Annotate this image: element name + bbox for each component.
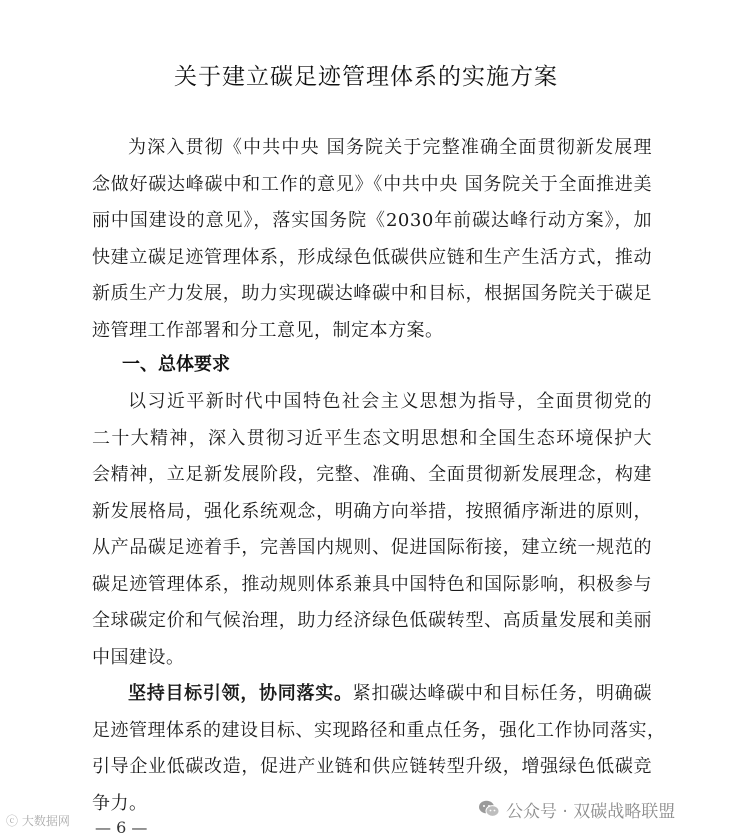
text-line: 足迹管理体系的建设目标、实现路径和重点任务，强化工作协同落实， xyxy=(92,719,666,741)
watermark-right xyxy=(478,794,675,824)
text-line: 以习近平新时代中国特色社会主义思想为指导，全面贯彻党的 xyxy=(128,391,652,412)
text-line: 新质生产力发展，助力实现碳达峰碳中和目标，根据国务院关于碳足 xyxy=(92,283,652,304)
text-line: 碳足迹管理体系，推动规则体系兼具中国特色和国际影响，积极参与 xyxy=(92,573,652,595)
text-line: 新发展格局，强化系统观念，明确方向举措，按照循序渐进的原则， xyxy=(92,500,652,522)
watermark-left: ⓒ 大数据网 xyxy=(6,814,70,828)
text-line: 快建立碳足迹管理体系，形成绿色低碳供应链和生产生活方式，推动 xyxy=(92,246,652,268)
principle-text: 紧扣碳达峰碳中和目标任务，明确碳 xyxy=(352,683,653,704)
text-line: 丽中国建设的意见》，落实国务院《2030年前碳达峰行动方案》，加 xyxy=(92,210,652,231)
text-line: 引导企业低碳改造，促进产业链和供应链转型升级，增强绿色低碳竞 xyxy=(92,756,652,777)
text-line: 从产品碳足迹着手，完善国内规则、促进国际衔接，建立统一规范的 xyxy=(92,537,652,558)
text-line: 迹管理工作部署和分工意见，制定本方案。 xyxy=(92,319,444,341)
text-line: 为深入贯彻《中共中央 国务院关于完整准确全面贯彻新发展理 xyxy=(128,137,652,158)
watermark-right-text: 公众号 · 双碳战略联盟 xyxy=(506,801,676,822)
page-number: — 6 — xyxy=(95,818,148,837)
text-line: 二十大精神，深入贯彻习近平生态文明思想和全国生态环境保护大 xyxy=(92,427,652,449)
text-line: 全球碳定价和气候治理，助力经济绿色低碳转型、高质量发展和美丽 xyxy=(92,610,652,631)
section1-paragraph xyxy=(92,384,652,676)
text-line: 争力。 xyxy=(92,792,148,814)
text-line xyxy=(92,676,652,713)
section-heading: 一、总体要求 xyxy=(122,354,230,375)
principle-bold: 坚持目标引领，协同落实。 xyxy=(128,683,353,704)
text-line: 念做好碳达峰碳中和工作的意见》《中共中央 国务院关于全面推进美 xyxy=(92,173,652,195)
text-line: 中国建设。 xyxy=(92,646,185,668)
intro-paragraph xyxy=(92,130,652,349)
wechat-icon xyxy=(478,799,500,819)
document-title: 关于建立碳足迹管理体系的实施方案 xyxy=(174,64,558,90)
text-line: 会精神，立足新发展阶段，完整、准确、全面贯彻新发展理念，构建 xyxy=(92,464,652,485)
